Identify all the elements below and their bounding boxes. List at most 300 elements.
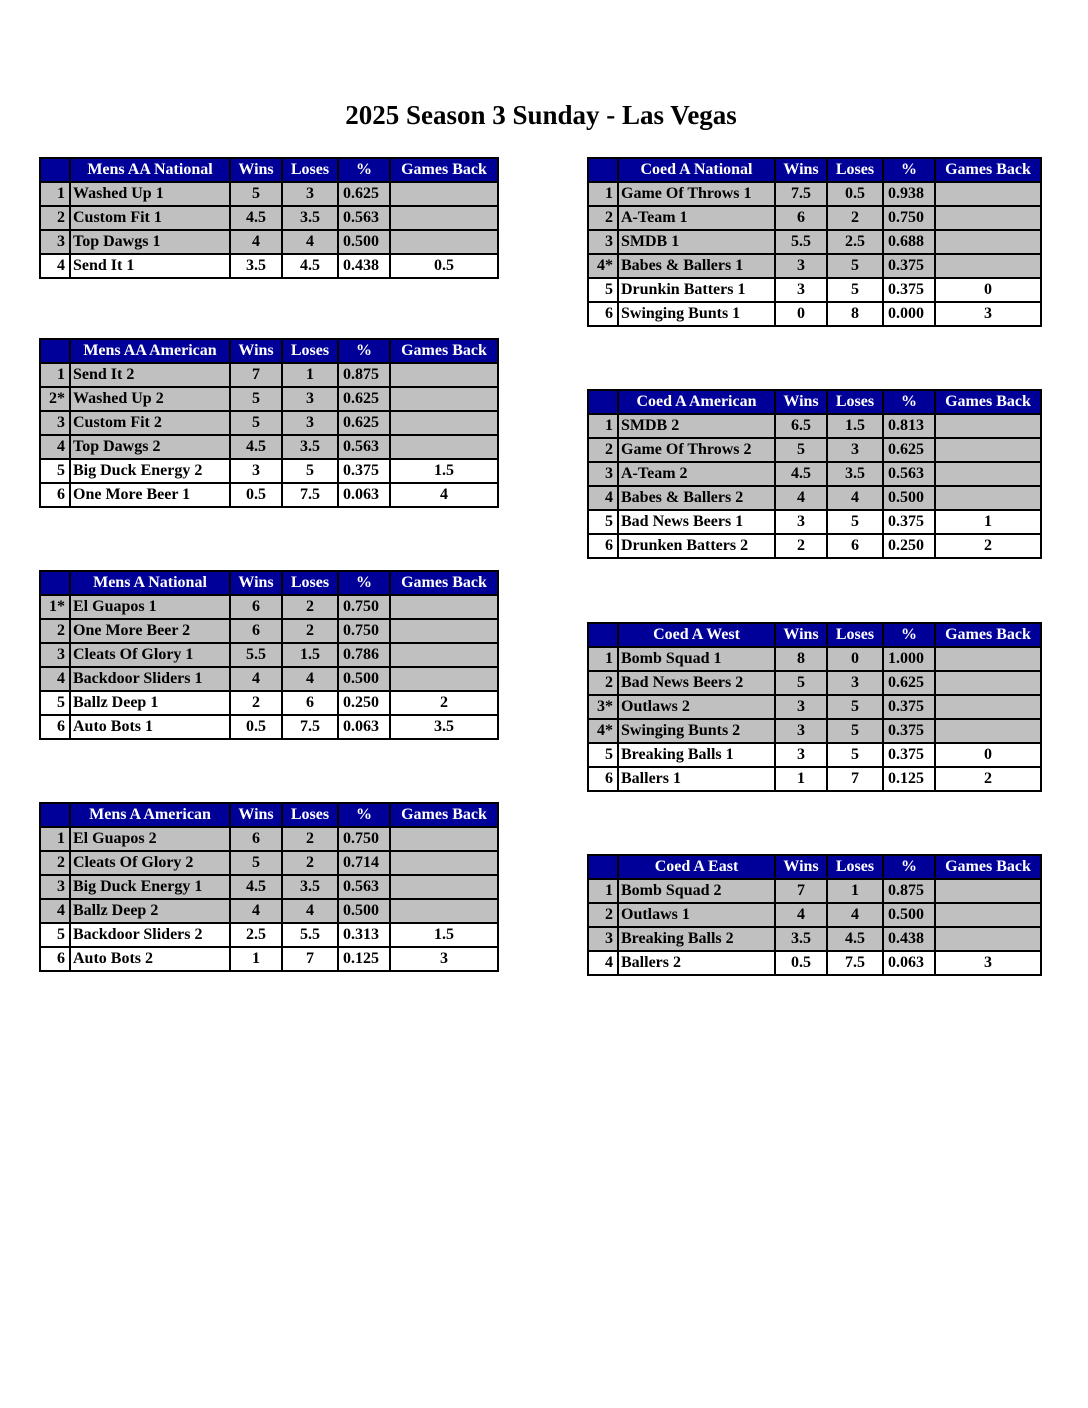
table-row <box>40 827 498 851</box>
games-back-cell: 2 <box>935 534 1041 558</box>
games-back-cell <box>390 643 498 667</box>
header-rank <box>40 571 70 595</box>
loses-cell: 5 <box>282 459 338 483</box>
header-pct: % <box>883 623 935 647</box>
games-back-cell <box>935 879 1041 903</box>
header-loses: Loses <box>282 339 338 363</box>
team-cell: One More Beer 2 <box>70 619 230 643</box>
rank-cell: 2* <box>40 387 70 411</box>
table-row <box>588 671 1041 695</box>
pct-cell: 0.786 <box>338 643 390 667</box>
team-cell: One More Beer 1 <box>70 483 230 507</box>
loses-cell: 4 <box>282 230 338 254</box>
standings-table-coed-a-national <box>587 157 1042 327</box>
header-wins: Wins <box>775 390 827 414</box>
team-cell: Bad News Beers 1 <box>618 510 775 534</box>
pct-cell: 0.714 <box>338 851 390 875</box>
rank-cell: 3* <box>588 695 618 719</box>
header-loses: Loses <box>827 623 883 647</box>
rank-cell: 6 <box>40 715 70 739</box>
games-back-cell <box>390 875 498 899</box>
table-row <box>588 278 1041 302</box>
loses-cell: 7.5 <box>282 483 338 507</box>
pct-cell: 0.688 <box>883 230 935 254</box>
rank-cell: 1 <box>40 182 70 206</box>
standings-table-coed-a-west <box>587 622 1042 792</box>
table-row <box>588 510 1041 534</box>
loses-cell: 3 <box>827 438 883 462</box>
table-row <box>588 903 1041 927</box>
rank-cell: 6 <box>588 767 618 791</box>
team-cell: Big Duck Energy 2 <box>70 459 230 483</box>
header-division: Coed A West <box>618 623 775 647</box>
wins-cell: 6 <box>230 619 282 643</box>
table-row <box>588 743 1041 767</box>
games-back-cell <box>390 619 498 643</box>
rank-cell: 2 <box>588 438 618 462</box>
pct-cell: 0.563 <box>338 206 390 230</box>
loses-cell: 7 <box>827 767 883 791</box>
games-back-cell: 3 <box>390 947 498 971</box>
rank-cell: 3 <box>40 230 70 254</box>
wins-cell: 5 <box>230 387 282 411</box>
standings-table-coed-a-east <box>587 854 1042 976</box>
games-back-cell: 1 <box>935 510 1041 534</box>
games-back-cell <box>935 254 1041 278</box>
rank-cell: 6 <box>40 483 70 507</box>
games-back-cell <box>390 411 498 435</box>
team-cell: Ballers 1 <box>618 767 775 791</box>
team-cell: Ballers 2 <box>618 951 775 975</box>
pct-cell: 0.438 <box>338 254 390 278</box>
wins-cell: 6 <box>230 595 282 619</box>
header-rank <box>588 390 618 414</box>
wins-cell: 4.5 <box>230 206 282 230</box>
pct-cell: 0.375 <box>883 510 935 534</box>
loses-cell: 5 <box>827 695 883 719</box>
pct-cell: 0.063 <box>883 951 935 975</box>
wins-cell: 7.5 <box>775 182 827 206</box>
games-back-cell <box>390 230 498 254</box>
team-cell: Cleats Of Glory 2 <box>70 851 230 875</box>
pct-cell: 0.125 <box>883 767 935 791</box>
table-row <box>588 534 1041 558</box>
table-row <box>40 715 498 739</box>
pct-cell: 0.625 <box>338 182 390 206</box>
table-row <box>588 438 1041 462</box>
games-back-cell <box>390 182 498 206</box>
rank-cell: 5 <box>588 278 618 302</box>
wins-cell: 3.5 <box>775 927 827 951</box>
loses-cell: 3.5 <box>282 206 338 230</box>
table-header-row <box>40 339 498 363</box>
loses-cell: 5 <box>827 510 883 534</box>
rank-cell: 1 <box>588 182 618 206</box>
table-row <box>40 667 498 691</box>
team-cell: Ballz Deep 2 <box>70 899 230 923</box>
loses-cell: 5 <box>827 719 883 743</box>
loses-cell: 1.5 <box>282 643 338 667</box>
header-games-back: Games Back <box>935 855 1041 879</box>
team-cell: Game Of Throws 2 <box>618 438 775 462</box>
loses-cell: 4 <box>282 899 338 923</box>
loses-cell: 1.5 <box>827 414 883 438</box>
table-row <box>40 643 498 667</box>
pct-cell: 0.813 <box>883 414 935 438</box>
header-rank <box>40 339 70 363</box>
header-games-back: Games Back <box>390 158 498 182</box>
team-cell: Custom Fit 2 <box>70 411 230 435</box>
table-row <box>40 206 498 230</box>
header-division: Coed A East <box>618 855 775 879</box>
header-division: Coed A National <box>618 158 775 182</box>
rank-cell: 2 <box>588 671 618 695</box>
standings-table-mens-aa-national <box>39 157 499 279</box>
rank-cell: 6 <box>40 947 70 971</box>
standings-table-coed-a-american <box>587 389 1042 559</box>
loses-cell: 7.5 <box>282 715 338 739</box>
wins-cell: 6 <box>775 206 827 230</box>
games-back-cell: 0 <box>935 278 1041 302</box>
loses-cell: 3 <box>282 411 338 435</box>
loses-cell: 4.5 <box>827 927 883 951</box>
team-cell: Top Dawgs 1 <box>70 230 230 254</box>
table-row <box>588 462 1041 486</box>
header-loses: Loses <box>827 855 883 879</box>
table-row <box>40 459 498 483</box>
games-back-cell <box>935 206 1041 230</box>
table-row <box>40 230 498 254</box>
loses-cell: 6 <box>282 691 338 715</box>
games-back-cell <box>390 851 498 875</box>
pct-cell: 0.375 <box>883 278 935 302</box>
games-back-cell: 2 <box>390 691 498 715</box>
wins-cell: 6.5 <box>775 414 827 438</box>
pct-cell: 0.938 <box>883 182 935 206</box>
rank-cell: 4 <box>40 667 70 691</box>
table-row <box>40 923 498 947</box>
pct-cell: 0.625 <box>883 438 935 462</box>
header-loses: Loses <box>827 158 883 182</box>
wins-cell: 4 <box>230 667 282 691</box>
table-row <box>588 647 1041 671</box>
table-row <box>588 767 1041 791</box>
rank-cell: 5 <box>40 459 70 483</box>
loses-cell: 4 <box>827 903 883 927</box>
games-back-cell: 1.5 <box>390 459 498 483</box>
header-wins: Wins <box>230 571 282 595</box>
team-cell: A-Team 2 <box>618 462 775 486</box>
rank-cell: 1 <box>40 363 70 387</box>
wins-cell: 5.5 <box>775 230 827 254</box>
team-cell: Bomb Squad 2 <box>618 879 775 903</box>
games-back-cell <box>390 595 498 619</box>
table-row <box>40 363 498 387</box>
games-back-cell <box>935 414 1041 438</box>
games-back-cell <box>935 695 1041 719</box>
team-cell: Send It 2 <box>70 363 230 387</box>
pct-cell: 0.250 <box>338 691 390 715</box>
wins-cell: 2 <box>230 691 282 715</box>
loses-cell: 4 <box>282 667 338 691</box>
header-wins: Wins <box>775 855 827 879</box>
table-row <box>40 483 498 507</box>
games-back-cell <box>935 671 1041 695</box>
rank-cell: 4 <box>588 951 618 975</box>
team-cell: Bad News Beers 2 <box>618 671 775 695</box>
games-back-cell <box>390 206 498 230</box>
table-row <box>588 927 1041 951</box>
header-games-back: Games Back <box>390 803 498 827</box>
table-row <box>40 411 498 435</box>
team-cell: Swinging Bunts 1 <box>618 302 775 326</box>
header-loses: Loses <box>282 571 338 595</box>
header-pct: % <box>338 803 390 827</box>
loses-cell: 2 <box>282 595 338 619</box>
wins-cell: 3 <box>230 459 282 483</box>
wins-cell: 7 <box>775 879 827 903</box>
pct-cell: 0.625 <box>338 411 390 435</box>
rank-cell: 5 <box>40 923 70 947</box>
games-back-cell: 3 <box>935 951 1041 975</box>
wins-cell: 4.5 <box>230 435 282 459</box>
loses-cell: 5.5 <box>282 923 338 947</box>
wins-cell: 1 <box>230 947 282 971</box>
loses-cell: 3.5 <box>827 462 883 486</box>
wins-cell: 5 <box>775 438 827 462</box>
wins-cell: 2.5 <box>230 923 282 947</box>
header-pct: % <box>338 339 390 363</box>
team-cell: Cleats Of Glory 1 <box>70 643 230 667</box>
team-cell: Drunkin Batters 1 <box>618 278 775 302</box>
table-row <box>40 182 498 206</box>
table-row <box>40 619 498 643</box>
games-back-cell: 2 <box>935 767 1041 791</box>
wins-cell: 5.5 <box>230 643 282 667</box>
pct-cell: 0.000 <box>883 302 935 326</box>
rank-cell: 2 <box>588 206 618 230</box>
rank-cell: 6 <box>588 302 618 326</box>
rank-cell: 3 <box>40 411 70 435</box>
table-row <box>588 182 1041 206</box>
wins-cell: 3 <box>775 278 827 302</box>
loses-cell: 3 <box>282 182 338 206</box>
pct-cell: 0.063 <box>338 483 390 507</box>
games-back-cell <box>390 667 498 691</box>
rank-cell: 1 <box>588 414 618 438</box>
loses-cell: 0.5 <box>827 182 883 206</box>
pct-cell: 0.625 <box>883 671 935 695</box>
header-games-back: Games Back <box>390 571 498 595</box>
pct-cell: 0.375 <box>338 459 390 483</box>
header-wins: Wins <box>230 339 282 363</box>
team-cell: Babes & Ballers 1 <box>618 254 775 278</box>
team-cell: Top Dawgs 2 <box>70 435 230 459</box>
games-back-cell <box>390 435 498 459</box>
table-row <box>40 875 498 899</box>
team-cell: Auto Bots 1 <box>70 715 230 739</box>
loses-cell: 4.5 <box>282 254 338 278</box>
table-row <box>40 947 498 971</box>
table-row <box>40 595 498 619</box>
page-title: 2025 Season 3 Sunday - Las Vegas <box>345 100 737 130</box>
pct-cell: 0.375 <box>883 743 935 767</box>
team-cell: Outlaws 1 <box>618 903 775 927</box>
table-row <box>588 302 1041 326</box>
wins-cell: 6 <box>230 827 282 851</box>
table-row <box>588 951 1041 975</box>
loses-cell: 2 <box>282 827 338 851</box>
header-pct: % <box>883 855 935 879</box>
loses-cell: 1 <box>827 879 883 903</box>
wins-cell: 4.5 <box>230 875 282 899</box>
header-wins: Wins <box>775 158 827 182</box>
games-back-cell: 4 <box>390 483 498 507</box>
pct-cell: 0.375 <box>883 719 935 743</box>
pct-cell: 0.438 <box>883 927 935 951</box>
wins-cell: 3.5 <box>230 254 282 278</box>
pct-cell: 0.875 <box>338 363 390 387</box>
rank-cell: 3 <box>40 875 70 899</box>
rank-cell: 4 <box>40 254 70 278</box>
team-cell: Send It 1 <box>70 254 230 278</box>
wins-cell: 3 <box>775 719 827 743</box>
team-cell: Babes & Ballers 2 <box>618 486 775 510</box>
pct-cell: 0.563 <box>338 875 390 899</box>
pct-cell: 0.500 <box>338 230 390 254</box>
table-header-row <box>588 158 1041 182</box>
table-row <box>40 435 498 459</box>
loses-cell: 5 <box>827 743 883 767</box>
pct-cell: 0.500 <box>338 667 390 691</box>
games-back-cell <box>935 230 1041 254</box>
header-rank <box>588 623 618 647</box>
loses-cell: 3 <box>827 671 883 695</box>
pct-cell: 0.500 <box>883 903 935 927</box>
header-games-back: Games Back <box>390 339 498 363</box>
team-cell: El Guapos 2 <box>70 827 230 851</box>
pct-cell: 0.125 <box>338 947 390 971</box>
rank-cell: 2 <box>40 206 70 230</box>
header-rank <box>40 803 70 827</box>
rank-cell: 4 <box>40 899 70 923</box>
header-loses: Loses <box>827 390 883 414</box>
loses-cell: 2 <box>282 851 338 875</box>
team-cell: Backdoor Sliders 2 <box>70 923 230 947</box>
wins-cell: 0.5 <box>230 483 282 507</box>
team-cell: Auto Bots 2 <box>70 947 230 971</box>
rank-cell: 1 <box>588 647 618 671</box>
table-row <box>588 254 1041 278</box>
rank-cell: 3 <box>40 643 70 667</box>
pct-cell: 0.375 <box>883 695 935 719</box>
wins-cell: 3 <box>775 695 827 719</box>
loses-cell: 6 <box>827 534 883 558</box>
rank-cell: 4 <box>588 486 618 510</box>
wins-cell: 0 <box>775 302 827 326</box>
header-games-back: Games Back <box>935 390 1041 414</box>
loses-cell: 1 <box>282 363 338 387</box>
rank-cell: 5 <box>588 743 618 767</box>
loses-cell: 2.5 <box>827 230 883 254</box>
header-loses: Loses <box>282 158 338 182</box>
team-cell: Outlaws 2 <box>618 695 775 719</box>
wins-cell: 0.5 <box>230 715 282 739</box>
loses-cell: 4 <box>827 486 883 510</box>
wins-cell: 8 <box>775 647 827 671</box>
team-cell: SMDB 1 <box>618 230 775 254</box>
standings-table-mens-aa-american <box>39 338 499 508</box>
loses-cell: 2 <box>282 619 338 643</box>
rank-cell: 1 <box>40 827 70 851</box>
header-division: Mens AA American <box>70 339 230 363</box>
table-row <box>40 254 498 278</box>
rank-cell: 3 <box>588 927 618 951</box>
games-back-cell <box>935 486 1041 510</box>
rank-cell: 5 <box>40 691 70 715</box>
header-division: Coed A American <box>618 390 775 414</box>
team-cell: Breaking Balls 1 <box>618 743 775 767</box>
games-back-cell <box>390 899 498 923</box>
wins-cell: 5 <box>230 851 282 875</box>
team-cell: Ballz Deep 1 <box>70 691 230 715</box>
header-pct: % <box>338 571 390 595</box>
wins-cell: 3 <box>775 743 827 767</box>
table-header-row <box>588 390 1041 414</box>
games-back-cell <box>935 182 1041 206</box>
team-cell: Game Of Throws 1 <box>618 182 775 206</box>
rank-cell: 3 <box>588 462 618 486</box>
team-cell: SMDB 2 <box>618 414 775 438</box>
games-back-cell <box>935 719 1041 743</box>
wins-cell: 5 <box>775 671 827 695</box>
team-cell: El Guapos 1 <box>70 595 230 619</box>
wins-cell: 3 <box>775 254 827 278</box>
games-back-cell: 3.5 <box>390 715 498 739</box>
pct-cell: 0.063 <box>338 715 390 739</box>
pct-cell: 0.375 <box>883 254 935 278</box>
rank-cell: 3 <box>588 230 618 254</box>
team-cell: Bomb Squad 1 <box>618 647 775 671</box>
team-cell: Backdoor Sliders 1 <box>70 667 230 691</box>
rank-cell: 1 <box>588 879 618 903</box>
header-rank <box>40 158 70 182</box>
wins-cell: 2 <box>775 534 827 558</box>
rank-cell: 5 <box>588 510 618 534</box>
header-pct: % <box>338 158 390 182</box>
wins-cell: 3 <box>775 510 827 534</box>
games-back-cell: 0.5 <box>390 254 498 278</box>
table-row <box>588 206 1041 230</box>
loses-cell: 5 <box>827 278 883 302</box>
games-back-cell <box>935 903 1041 927</box>
standings-table-mens-a-american <box>39 802 499 972</box>
rank-cell: 2 <box>40 851 70 875</box>
standings-table-mens-a-national <box>39 570 499 740</box>
wins-cell: 4 <box>775 903 827 927</box>
loses-cell: 7.5 <box>827 951 883 975</box>
team-cell: A-Team 1 <box>618 206 775 230</box>
wins-cell: 4 <box>775 486 827 510</box>
table-row <box>40 851 498 875</box>
table-row <box>40 899 498 923</box>
team-cell: Big Duck Energy 1 <box>70 875 230 899</box>
team-cell: Swinging Bunts 2 <box>618 719 775 743</box>
pct-cell: 0.875 <box>883 879 935 903</box>
games-back-cell <box>390 827 498 851</box>
header-pct: % <box>883 158 935 182</box>
table-header-row <box>588 623 1041 647</box>
